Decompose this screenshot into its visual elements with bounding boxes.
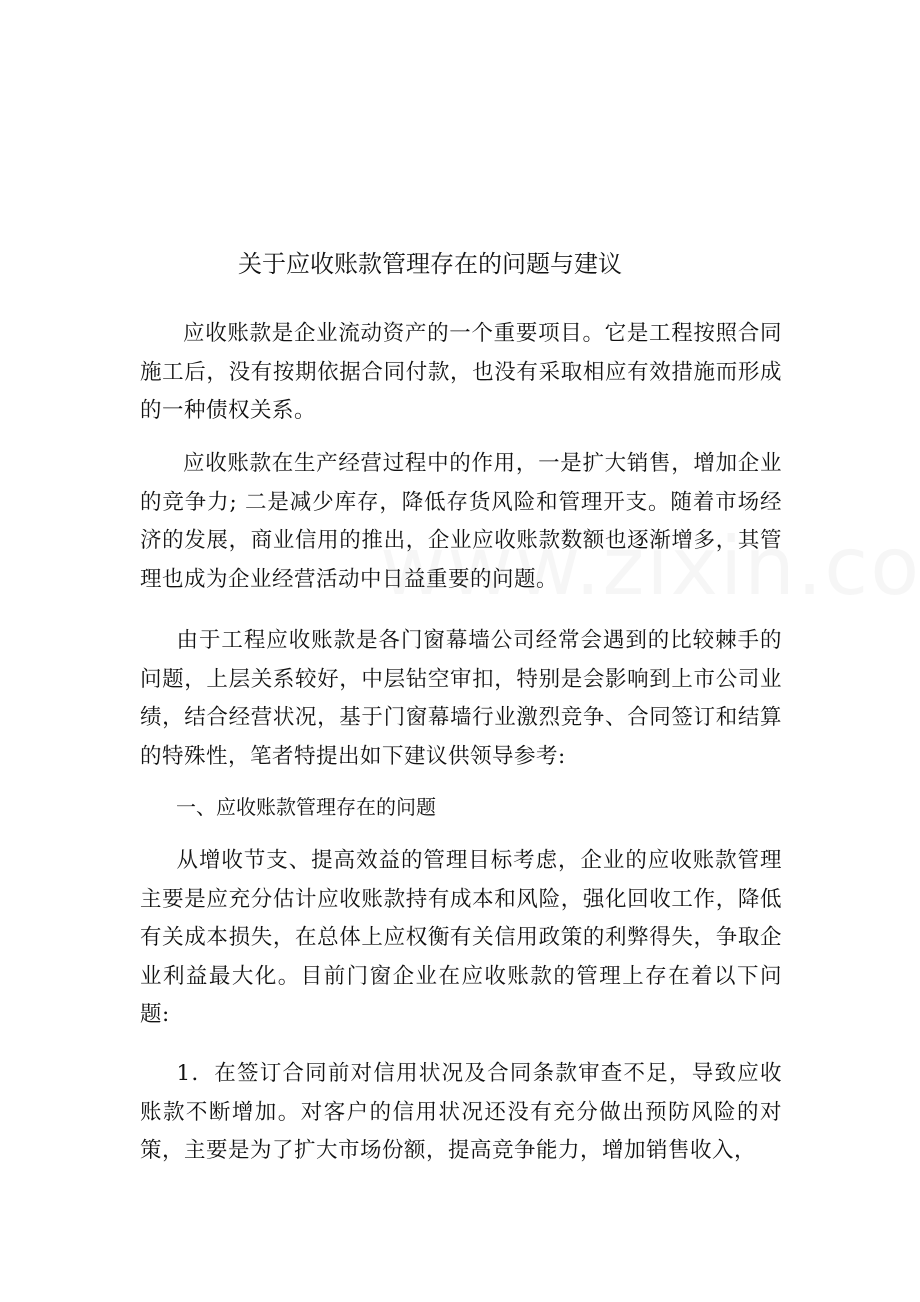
paragraph-1: 应收账款是企业流动资产的一个重要项目。它是工程按照合同施工后，没有按期依据合同付款，也没有采取相应有效措施而形成的一种债权关系。 [140,321,782,423]
document-title-text: 关于应收账款管理存在的问题与建议 [238,250,622,278]
paragraph-5: 1．在签订合同前对信用状况及合同条款审查不足，导致应收账款不断增加。对客户的信用状况还没有充分做出预防风险的对策，主要是为了扩大市场份额，提高竞争能力，增加销售收入， [140,1061,782,1163]
paragraph-2: 应收账款在生产经营过程中的作用，一是扩大销售，增加企业的竞争力; 二是减少库存，降低存货风险和管理开支。随着市场经济的发展，商业信用的推出，企业应收账款数额也逐渐增多，其管理也成为企业经营活动中日益重要的问题。 [140,451,782,592]
section-heading-1: 一、应收账款管理存在的问题 [176,795,436,819]
document-title [0,246,920,282]
paragraph-4: 从增收节支、提高效益的管理目标考虑，企业的应收账款管理主要是应充分估计应收账款持有成本和风险，强化回收工作，降低有关成本损失，在总体上应权衡有关信用政策的利弊得失，争取企业利益最大化。目前门窗企业在应收账款的管理上存在着以下问题: [140,848,782,1027]
paragraph-3: 由于工程应收账款是各门窗幕墙公司经常会遇到的比较棘手的问题，上层关系较好，中层钻空审扣，特别是会影响到上市公司业绩，结合经营状况，基于门窗幕墙行业激烈竞争、合同签订和结算的特殊性，笔者特提出如下建议供领导参考: [140,628,782,769]
